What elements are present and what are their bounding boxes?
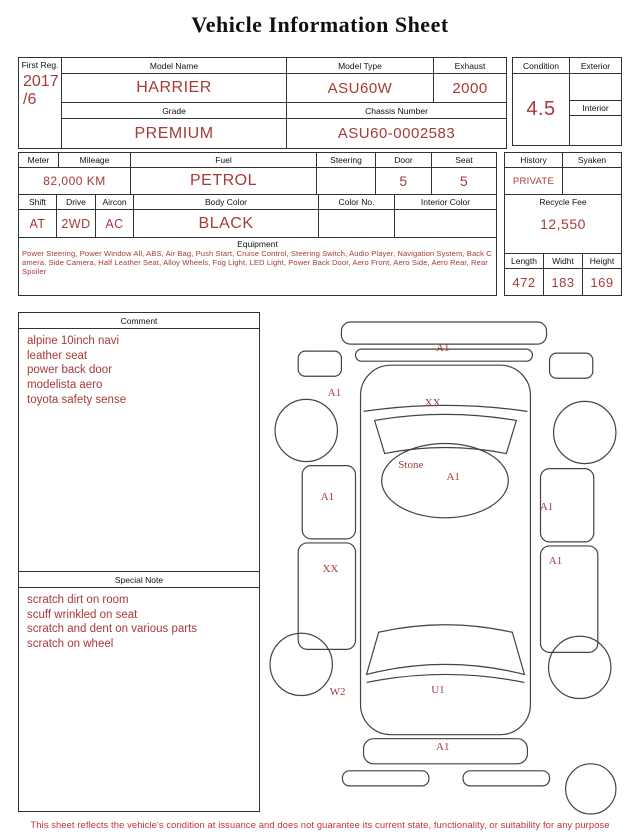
model-type-value: ASU60W — [327, 79, 393, 97]
aircon-value: AC — [105, 216, 124, 231]
text-line: power back door — [27, 364, 113, 377]
steering-label: Steering — [330, 155, 362, 165]
damage-annotation: A1 — [539, 500, 554, 513]
damage-annotation: XX — [322, 563, 339, 576]
fuel-label: Fuel — [215, 155, 232, 165]
special-note-body — [19, 588, 259, 811]
damage-annotation: XX — [424, 397, 441, 410]
length-label: Length — [511, 256, 537, 266]
shift-row — [19, 195, 496, 237]
comment-header: Comment — [19, 313, 259, 329]
model-type-label: Model Type — [338, 60, 382, 71]
text-line: alpine 10inch navi — [27, 335, 120, 347]
text-line: scratch dirt on room — [27, 594, 129, 606]
model-name-label: Model Name — [149, 60, 199, 71]
equipment-text: Power Steering, Power Window All, ABS, Air Bag, Push Start, Cruise Control, Steering Switch, Audio Player, Navigation System, Back Camera, Side Camera, Half Leather Seat, Alloy Wheels, Fog Light, LED Light, Power Back Door, Aero Front, Aero Side, Aero Rear, Rear Spoiler — [22, 249, 492, 277]
exhaust-label: Exhaust — [454, 60, 486, 71]
first-reg-month: /6 — [23, 90, 37, 108]
body-color-value: BLACK — [198, 214, 254, 232]
shift-label: Shift — [28, 197, 46, 207]
text-line: scuff wrinkled on seat — [27, 608, 138, 621]
special-note-header: Special Note — [19, 571, 259, 588]
condition-value: 4.5 — [526, 98, 556, 120]
chassis-number-value: ASU60-0002583 — [337, 125, 456, 142]
length-value: 472 — [512, 274, 536, 290]
damage-annotation: Stone — [398, 458, 424, 471]
mileage-label: Mileage — [79, 155, 110, 165]
mid-left-table — [18, 152, 497, 296]
damage-annotation: A1 — [327, 387, 342, 400]
comment-body — [19, 329, 259, 571]
damage-annotation: A1 — [548, 554, 563, 567]
damage-annotation: U1 — [431, 683, 445, 696]
first-reg-year: 2017 — [23, 73, 59, 90]
damage-annotation: A1 — [436, 342, 450, 355]
damage-annotation: A1 — [436, 740, 450, 753]
interior-label: Interior — [582, 103, 609, 113]
body-color-label: Body Color — [204, 197, 248, 207]
history-row — [505, 153, 621, 194]
interior-color-label: Interior Color — [420, 197, 471, 207]
text-line: leather seat — [27, 349, 88, 362]
dimensions-row — [505, 254, 621, 295]
aircon-label: Aircon — [102, 197, 127, 207]
height-label: Height — [589, 256, 615, 266]
text-line: toyota safety sense — [27, 393, 127, 406]
damage-annotation: W2 — [329, 685, 346, 698]
damage-annotation: A1 — [446, 470, 460, 483]
history-value: PRIVATE — [512, 175, 555, 187]
text-line: scratch and dent on various parts — [27, 623, 198, 636]
seat-label: Seat — [455, 155, 473, 165]
drive-value: 2WD — [61, 216, 91, 231]
height-value: 169 — [590, 274, 614, 290]
recycle-fee-label: Recycle Fee — [539, 197, 587, 207]
disclaimer: This sheet reflects the vehicle's condition at issuance and does not guarantee its current state, functionality, or suitability for any purpose — [30, 819, 610, 830]
chassis-number-label: Chassis Number — [365, 105, 428, 116]
door-label: Door — [394, 155, 413, 165]
grade-value: PREMIUM — [134, 124, 214, 142]
seat-value: 5 — [459, 173, 469, 189]
color-no-label: Color No. — [338, 197, 375, 207]
page-title: Vehicle Information Sheet — [191, 12, 449, 37]
shift-value: AT — [29, 216, 46, 231]
mid-right-table — [504, 152, 622, 296]
equipment-label: Equipment — [237, 239, 278, 249]
meter-row — [19, 153, 496, 194]
meter-label: Meter — [27, 155, 50, 165]
equipment-cell — [19, 238, 496, 295]
model-name-value: HARRIER — [136, 79, 212, 96]
history-label: History — [520, 155, 547, 165]
width-value: 183 — [551, 274, 575, 290]
recycle-fee-cell — [505, 195, 621, 253]
notes-box — [18, 312, 260, 812]
grade-label: Grade — [162, 105, 186, 116]
drive-label: Drive — [66, 197, 86, 207]
first-reg-label: First Reg. — [21, 60, 59, 70]
mileage-value: 82,000 KM — [43, 174, 106, 188]
recycle-fee-value: 12,550 — [540, 216, 586, 232]
syaken-label: Syaken — [577, 155, 607, 165]
door-value: 5 — [399, 173, 408, 189]
damage-annotation: A1 — [320, 490, 335, 503]
condition-label: Condition — [523, 60, 559, 71]
first-reg-cell — [19, 58, 61, 148]
text-line: scratch on wheel — [27, 638, 114, 651]
exterior-label: Exterior — [580, 60, 611, 71]
width-label: Widht — [552, 256, 574, 266]
fuel-value: PETROL — [189, 172, 257, 189]
first-reg-value — [19, 73, 61, 108]
diagram-annotations — [262, 313, 634, 815]
top-left-table — [18, 57, 507, 149]
top-right-table — [512, 57, 622, 146]
car-damage-diagram — [262, 313, 634, 815]
text-line: modelista aero — [27, 379, 103, 392]
exhaust-value: 2000 — [452, 79, 488, 97]
